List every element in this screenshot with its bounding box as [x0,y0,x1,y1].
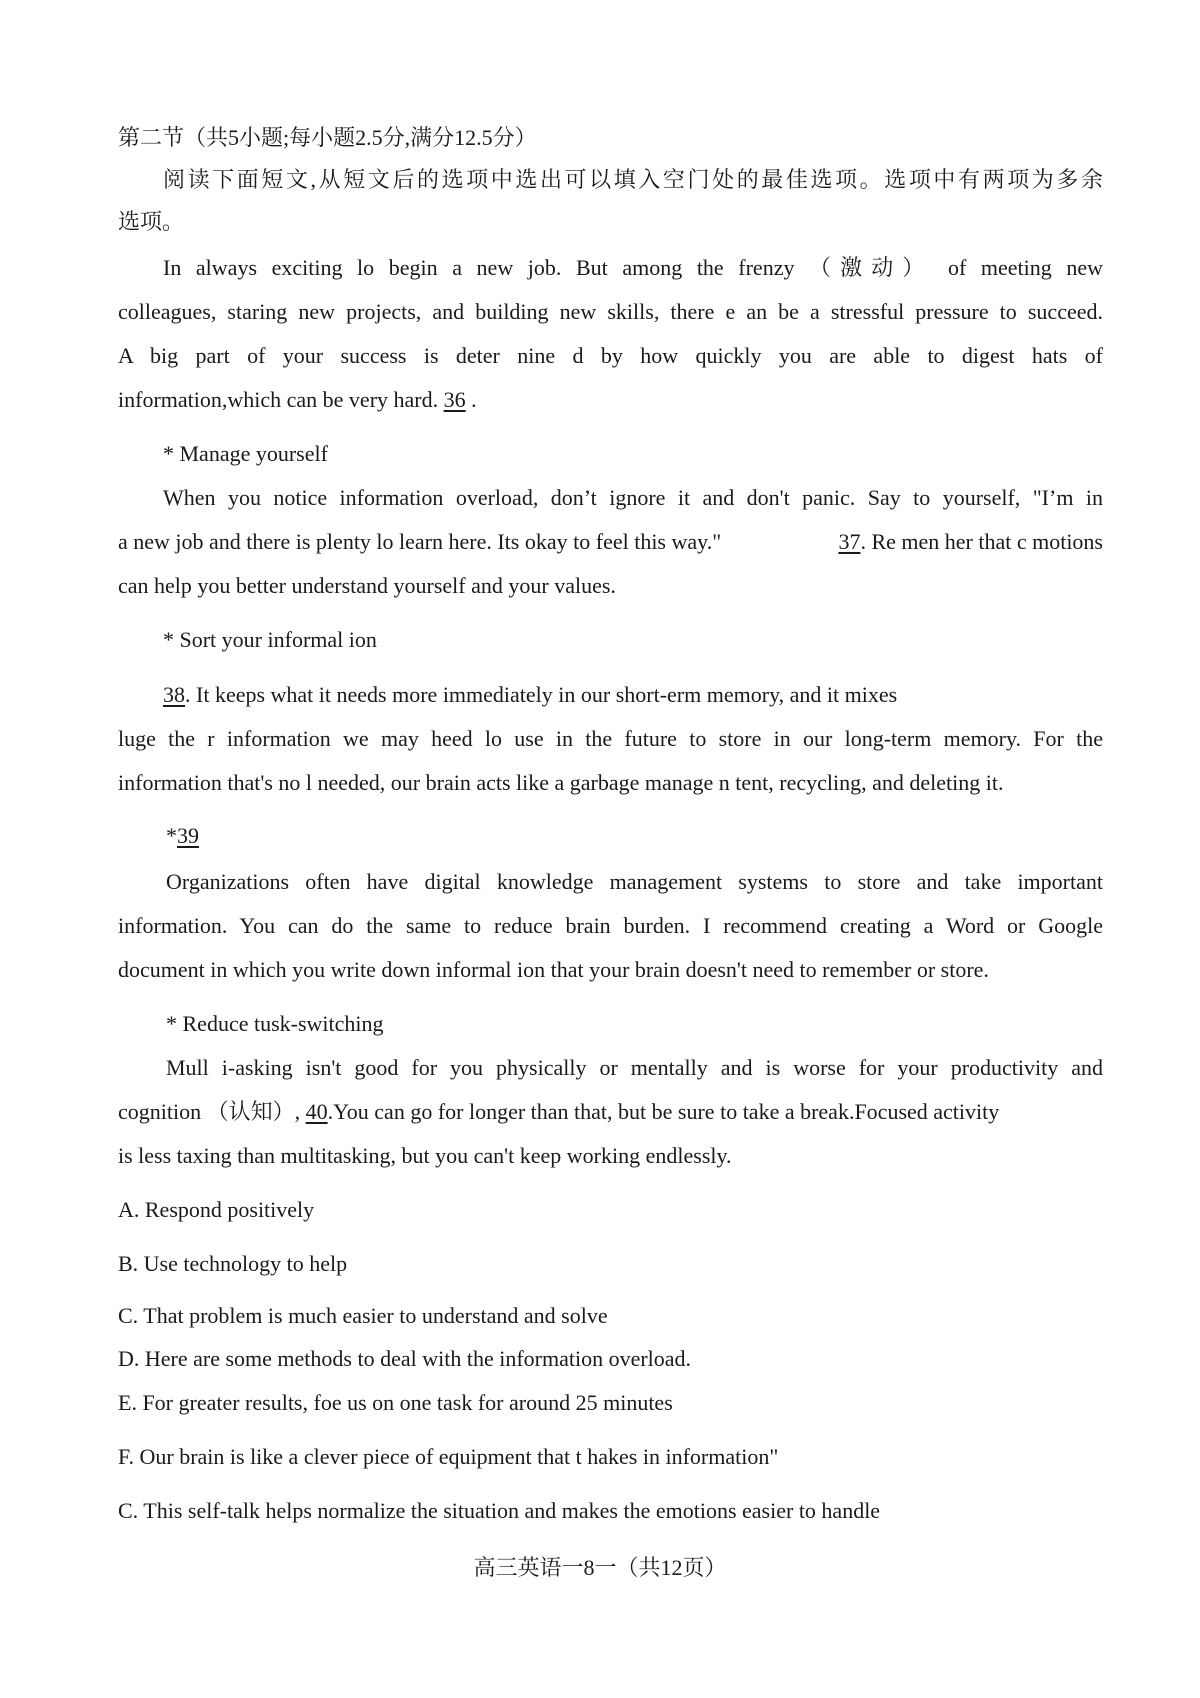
heading-sort-information: * Sort your informal ion [163,627,377,652]
passage-text: .You can go for longer than that, but be sure to take a break.Focused activity [327,1099,1000,1124]
blank-36: 36 [443,387,466,412]
passage-p5-line-2 [118,1098,999,1126]
blank-37: 37 [838,529,861,554]
passage-p4-line-3: document in which you write down informal ion that your brain doesn't need to remember or store. [118,957,989,982]
passage-p2-line-1: When you notice information overload, don’t ignore it and don't panic. Say to yourself, "I’m in [163,485,1103,510]
option-a: A. Respond positively [118,1197,315,1222]
option-c: C. That problem is much easier to understand and solve [118,1303,608,1328]
option-e: E. For greater results, foe us on one task for around 25 minutes [118,1390,673,1415]
passage-p4-line-1: Organizations often have digital knowledge management systems to store and take important [166,869,1103,894]
passage-p5-line-3: is less taxing than multitasking, but you can't keep working endlessly. [118,1143,732,1168]
passage-text: a new job and there is plenty lo learn here. Its okay to feel this way." [118,529,722,554]
passage-p2-line-3: can help you better understand yourself and your values. [118,573,616,598]
option-b: B. Use technology to help [118,1251,348,1276]
passage-p1-line-1: In always exciting lo begin a new job. But among the frenzy （激动） of meeting new [163,255,1103,280]
heading-reduce-task-switching: * Reduce tusk-switching [166,1011,384,1036]
section-title: 第二节（共5小题;每小题2.5分,满分12.5分） [118,125,537,150]
passage-text: . [471,387,477,412]
heading-39 [166,822,199,850]
instruction-line-2: 选项。 [118,209,185,234]
option-g: C. This self-talk helps normalize the situation and makes the emotions easier to handle [118,1498,881,1523]
passage-p3-line-2: luge the r information we may heed lo use in the future to store in our long-term memory. For the [118,726,1103,751]
option-d: D. Here are some methods to deal with the information overload. [118,1346,692,1371]
passage-p4-line-2: information. You can do the same to reduce brain burden. I recommend creating a Word or Google [118,913,1103,938]
passage-p5-line-1: Mull i-asking isn't good for you physically or mentally and is worse for your productivity and [166,1055,1103,1080]
instruction-line-1: 阅读下面短文,从短文后的选项中选出可以填入空门处的最佳选项。选项中有两项为多余 [163,167,1103,192]
passage-text: information,which can be very hard. [118,387,439,412]
heading-manage-yourself: * Manage yourself [163,441,328,466]
blank-38: 38 [163,682,185,707]
passage-p2-line-2 [118,528,1103,556]
blank-40: 40 [305,1099,328,1124]
passage-text: cognition （认知）, [118,1099,301,1124]
blank-39: 39 [177,823,199,848]
option-f: F. Our brain is like a clever piece of equipment that t hakes in information" [118,1444,779,1469]
passage-p1-line-2: colleagues, staring new projects, and building new skills, there e an be a stressful pressure to succeed. [118,299,1103,324]
passage-text: . Re men her that c motions [860,529,1103,554]
passage-p1-line-3: A big part of your success is deter nine d by how quickly you are able to digest hats of [118,343,1103,368]
page-footer: 高三英语一8一（共12页） [473,1555,727,1580]
passage-p1-line-4 [118,386,477,414]
passage-p3-line-1 [163,681,897,709]
passage-text: . It keeps what it needs more immediately in our short-erm memory, and it mixes [185,682,898,707]
passage-p3-line-3: information that's no l needed, our brain acts like a garbage manage n tent, recycling, and deleting it. [118,770,1004,795]
heading-bullet: * [166,823,177,848]
